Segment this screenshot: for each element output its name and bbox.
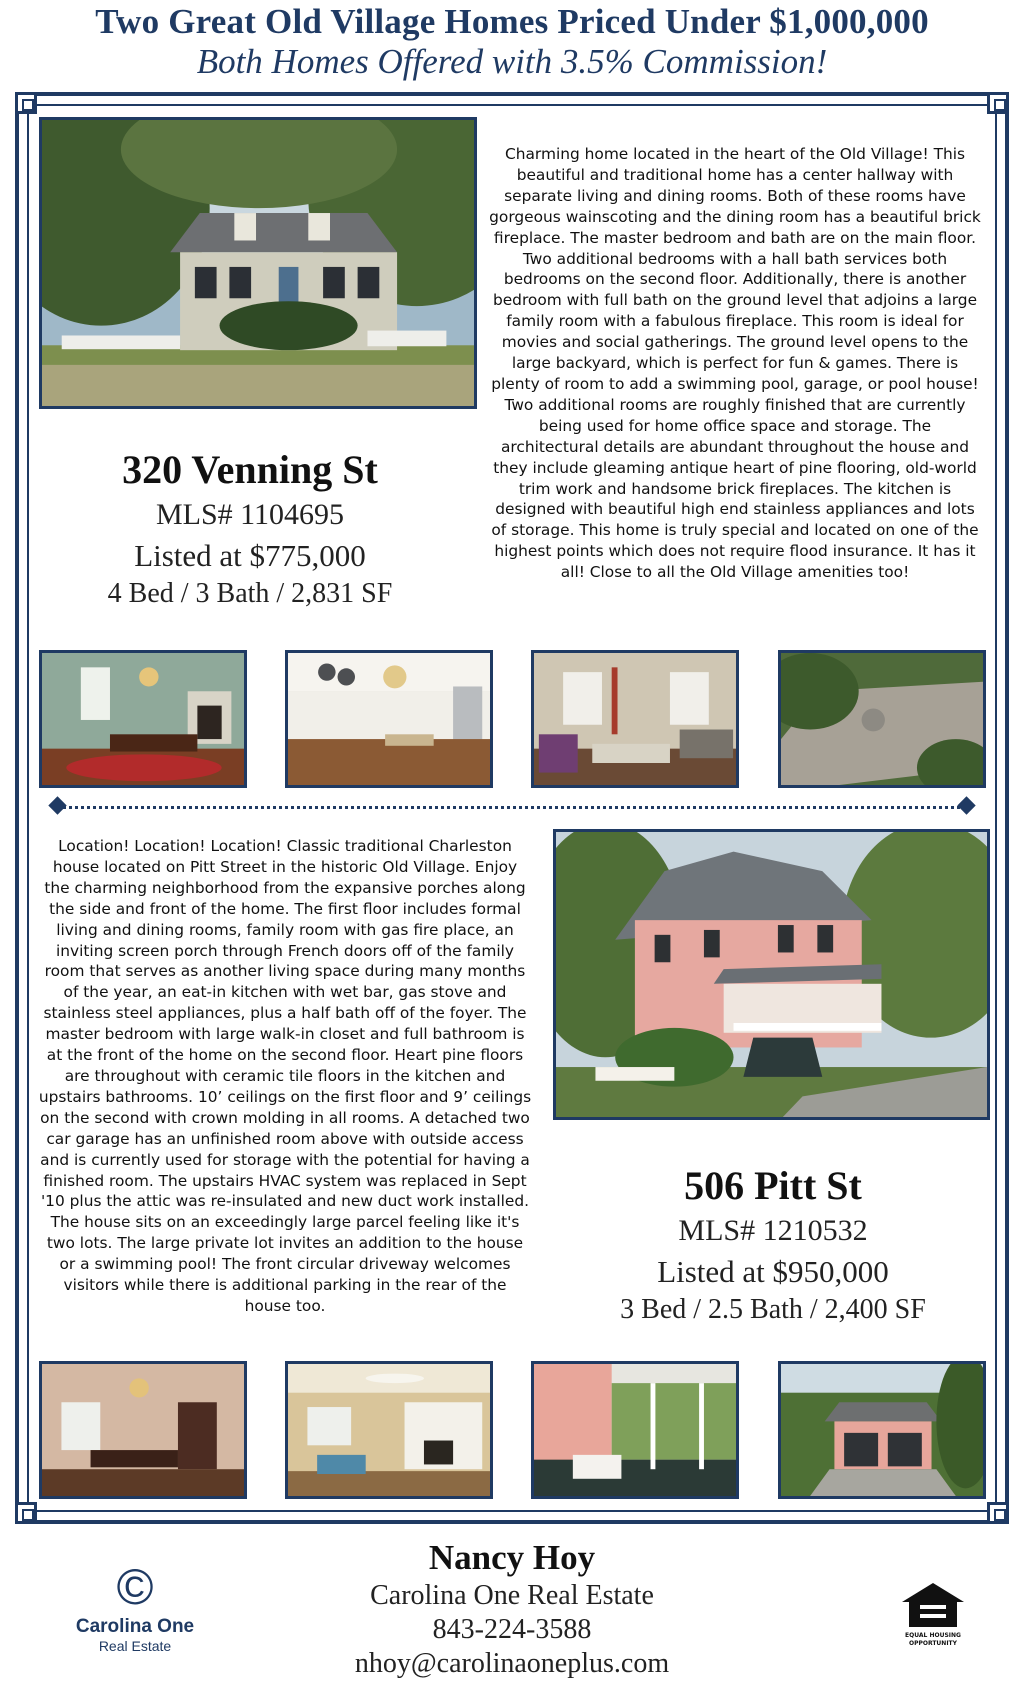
equal-housing-logo (898, 1580, 968, 1650)
equal-housing-label: EQUAL HOUSING (905, 1632, 961, 1639)
logo-tagline: Real Estate (98, 1638, 172, 1654)
listing2-description: Location! Location! Location! Classic traditional Charleston house located on Pitt Street in the historic Old Village. Enjoy the charming neighborhood from the expansive porches along the side and front of the home. The first floor includes formal living and dining rooms, family room with gas fire place, an inviting screen porch through French doors off of the family room that serves as another living space during many months of the year, an eat-in kitchen with wet bar, gas stove and stainless steel appliances, plus a half bath off of the foyer. The master bedroom with large walk-in closet and full bathroom is at the front of the home on the second floor. Heart pine floors are throughout with ceramic tile floors in the kitchen and upstairs bathrooms. 10’ ceilings on the first floor and 9’ ceilings on the second with crown molding in all rooms. A detached two car garage has an unfinished room above with outside access and is currently used for storage with the potential for having a finished room. The upstairs HVAC system was replaced in Sept '10 plus the attic was re-insulated and new duct work installed. The house sits on an exceedingly large parcel feeling like it's two lots. The large private lot invites an addition to the house or a swimming pool! The front circular driveway welcomes visitors while there is additional parking in the rear of the house too. (38, 837, 532, 1315)
equal-housing-icon (898, 1580, 968, 1630)
listing2-thumb-porch (531, 1361, 739, 1499)
frame-corner-bottom-left (15, 1502, 37, 1524)
listing2-specs: 3 Bed / 2.5 Bath / 2,400 SF (620, 1294, 926, 1325)
listing1-price: Listed at $775,000 (134, 538, 366, 573)
listing2-thumb-garage (778, 1361, 986, 1499)
flyer-title: Two Great Old Village Homes Priced Under $1,000,000 (95, 2, 929, 41)
listing1-specs: 4 Bed / 3 Bath / 2,831 SF (107, 578, 393, 609)
listing2-mls: MLS# 1210532 (678, 1214, 868, 1247)
listing2-thumb-family-room (285, 1361, 493, 1499)
agent-name: Nancy Hoy (428, 1538, 596, 1577)
carolina-one-logo (50, 1559, 220, 1654)
listing2-address: 506 Pitt St (684, 1163, 862, 1208)
frame-corner-top-right (987, 92, 1009, 114)
listing1-mls: MLS# 1104695 (155, 498, 345, 531)
frame-corner-bottom-right (987, 1502, 1009, 1524)
listing1-address: 320 Venning St (122, 447, 378, 492)
listing1-thumb-backyard (778, 650, 986, 788)
listing2-thumb-dining (39, 1361, 247, 1499)
listing2-price: Listed at $950,000 (657, 1254, 889, 1289)
frame-corner-top-left (15, 92, 37, 114)
listing1-exterior-photo (39, 117, 477, 409)
listing2-exterior-photo (553, 829, 990, 1120)
listing1-thumb-living (531, 650, 739, 788)
listing1-thumb-kitchen (285, 650, 493, 788)
opportunity-label: OPPORTUNITY (908, 1640, 957, 1647)
agent-email[interactable]: nhoy@carolinaoneplus.com (354, 1648, 670, 1679)
logo-name: Carolina One (75, 1616, 195, 1637)
agent-phone: 843-224-3588 (432, 1614, 592, 1645)
listing1-thumb-dining (39, 650, 247, 788)
copyright-icon: © (116, 1559, 154, 1615)
listing1-description: Charming home located in the heart of the Old Village! This beautiful and traditional home has a center hallway with separate living and dining rooms. Both of these rooms have gorgeous wainscoting and the dining room has a beautiful brick fireplace. The master bedroom and bath are on the main floor. Two additional bedrooms with a hall bath services both bedrooms on the second floor. Additionally, there is another bedroom with full bath on the ground level that adjoins a large family room with a fabulous fireplace. This room is ideal for movies and social gatherings. The ground level opens to the large backyard, which is perfect for fun & games. There is plenty of room to add a swimming pool, garage, or pool house! Two additional rooms are roughly finished that are currently being used for home office space and storage. The architectural details are abundant throughout the house and they include gleaming antique heart of pine flooring, old-world trim work and handsome brick fireplaces. The kitchen is designed with beautiful high end stainless appliances and lots of storage. This home is truly special and located on one of the highest points which does not require flood insurance. It has it all! Close to all the Old Village amenities too! (489, 145, 981, 582)
section-divider (58, 806, 966, 809)
flyer-subtitle: Both Homes Offered with 3.5% Commission! (196, 42, 828, 81)
agent-company: Carolina One Real Estate (370, 1580, 654, 1611)
